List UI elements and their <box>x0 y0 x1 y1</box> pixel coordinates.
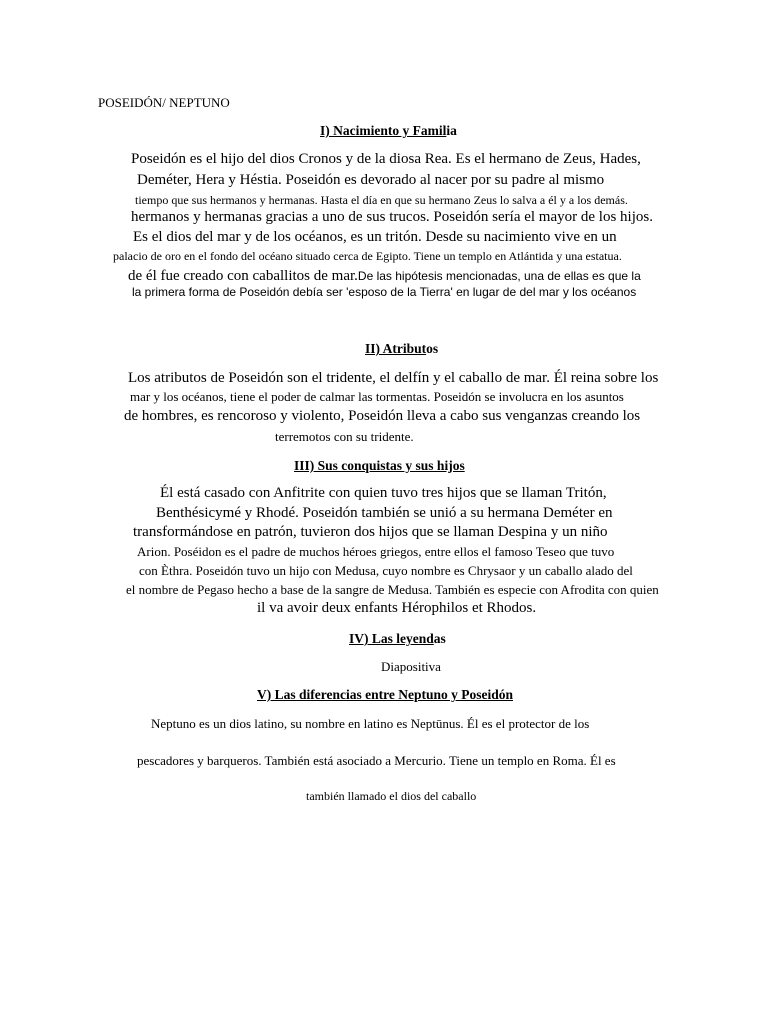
heading-conquistas: III) Sus conquistas y sus hijos <box>294 458 465 473</box>
s1-line-8: la primera forma de Poseidón debía ser 'esposo de la Tierra' en lugar de del mar y los océanos <box>132 285 637 299</box>
s5-line-2: pescadores y barqueros. También está asociado a Mercurio. Tiene un templo en Roma. Él es <box>137 753 616 768</box>
heading-nacimiento-rest: ia <box>446 123 457 138</box>
heading-nacimiento-underlined: I) Nacimiento y Famil <box>320 123 447 138</box>
s3-line-3: transformándose en patrón, tuvieron dos hijos que se llaman Despina y un niño <box>133 524 608 540</box>
s2-line-4: terremotos con su tridente. <box>275 429 414 444</box>
s3-line-7: il va avoir deux enfants Hérophilos et Rhodos. <box>257 600 537 616</box>
s1-line-2: Deméter, Hera y Héstia. Poseidón es devorado al nacer por su padre al mismo <box>137 172 605 188</box>
s1-line-3: tiempo que sus hermanos y hermanas. Hasta el día en que su hermano Zeus lo salva a él y a los demás. <box>135 193 628 207</box>
heading-diferencias: V) Las diferencias entre Neptuno y Poseidón <box>257 687 513 702</box>
heading-leyendas-underlined: IV) Las leyend <box>349 631 434 646</box>
s1-line-7 <box>128 269 641 284</box>
s1-line-7-sans: De las hipótesis mencionadas, una de ellas es que la <box>357 269 641 283</box>
s2-line-1: Los atributos de Poseidón son el tridente, el delfín y el caballo de mar. Él reina sobre los <box>128 370 659 386</box>
heading-atributos-rest: os <box>426 341 439 356</box>
s3-line-5: con Èthra. Poseidón tuvo un hijo con Medusa, cuyo nombre es Chrysaor y un caballo alado del <box>139 563 633 578</box>
s3-line-4: Arion. Poséidon es el padre de muchos héroes griegos, entre ellos el famoso Teseo que tuvo <box>137 544 615 559</box>
heading-leyendas <box>349 632 446 646</box>
s4-text: Diapositiva <box>381 659 441 674</box>
s1-line-4: hermanos y hermanas gracias a uno de sus trucos. Poseidón sería el mayor de los hijos. <box>131 209 653 225</box>
s3-line-6: el nombre de Pegaso hecho a base de la sangre de Medusa. También es especie con Afrodita con quien <box>126 582 659 597</box>
s1-line-6: palacio de oro en el fondo del océano situado cerca de Egipto. Tiene un templo en Atlántida y una estatua. <box>113 249 622 263</box>
document-title: POSEIDÓN/ NEPTUNO <box>98 95 230 110</box>
s3-line-2: Benthésicymé y Rhodé. Poseidón también se unió a su hermana Deméter en <box>156 505 613 521</box>
heading-leyendas-rest: as <box>433 631 446 646</box>
s1-line-5: Es el dios del mar y de los océanos, es un tritón. Desde su nacimiento vive en un <box>133 229 617 245</box>
s3-line-1: Él está casado con Anfitrite con quien tuvo tres hijos que se llaman Tritón, <box>160 485 607 501</box>
s5-line-1: Neptuno es un dios latino, su nombre en latino es Neptūnus. Él es el protector de los <box>151 716 590 731</box>
s1-line-7-serif: de él fue creado con caballitos de mar. <box>128 268 358 284</box>
s5-line-3: también llamado el dios del caballo <box>306 789 477 803</box>
s2-line-3: de hombres, es rencoroso y violento, Poseidón lleva a cabo sus venganzas creando los <box>124 408 641 424</box>
heading-nacimiento <box>320 124 457 138</box>
s2-line-2: mar y los océanos, tiene el poder de calmar las tormentas. Poseidón se involucra en los asuntos <box>130 389 624 404</box>
heading-atributos <box>365 342 438 356</box>
s1-line-1: Poseidón es el hijo del dios Cronos y de la diosa Rea. Es el hermano de Zeus, Hades, <box>131 151 641 167</box>
heading-atributos-underlined: II) Atribut <box>365 341 427 356</box>
